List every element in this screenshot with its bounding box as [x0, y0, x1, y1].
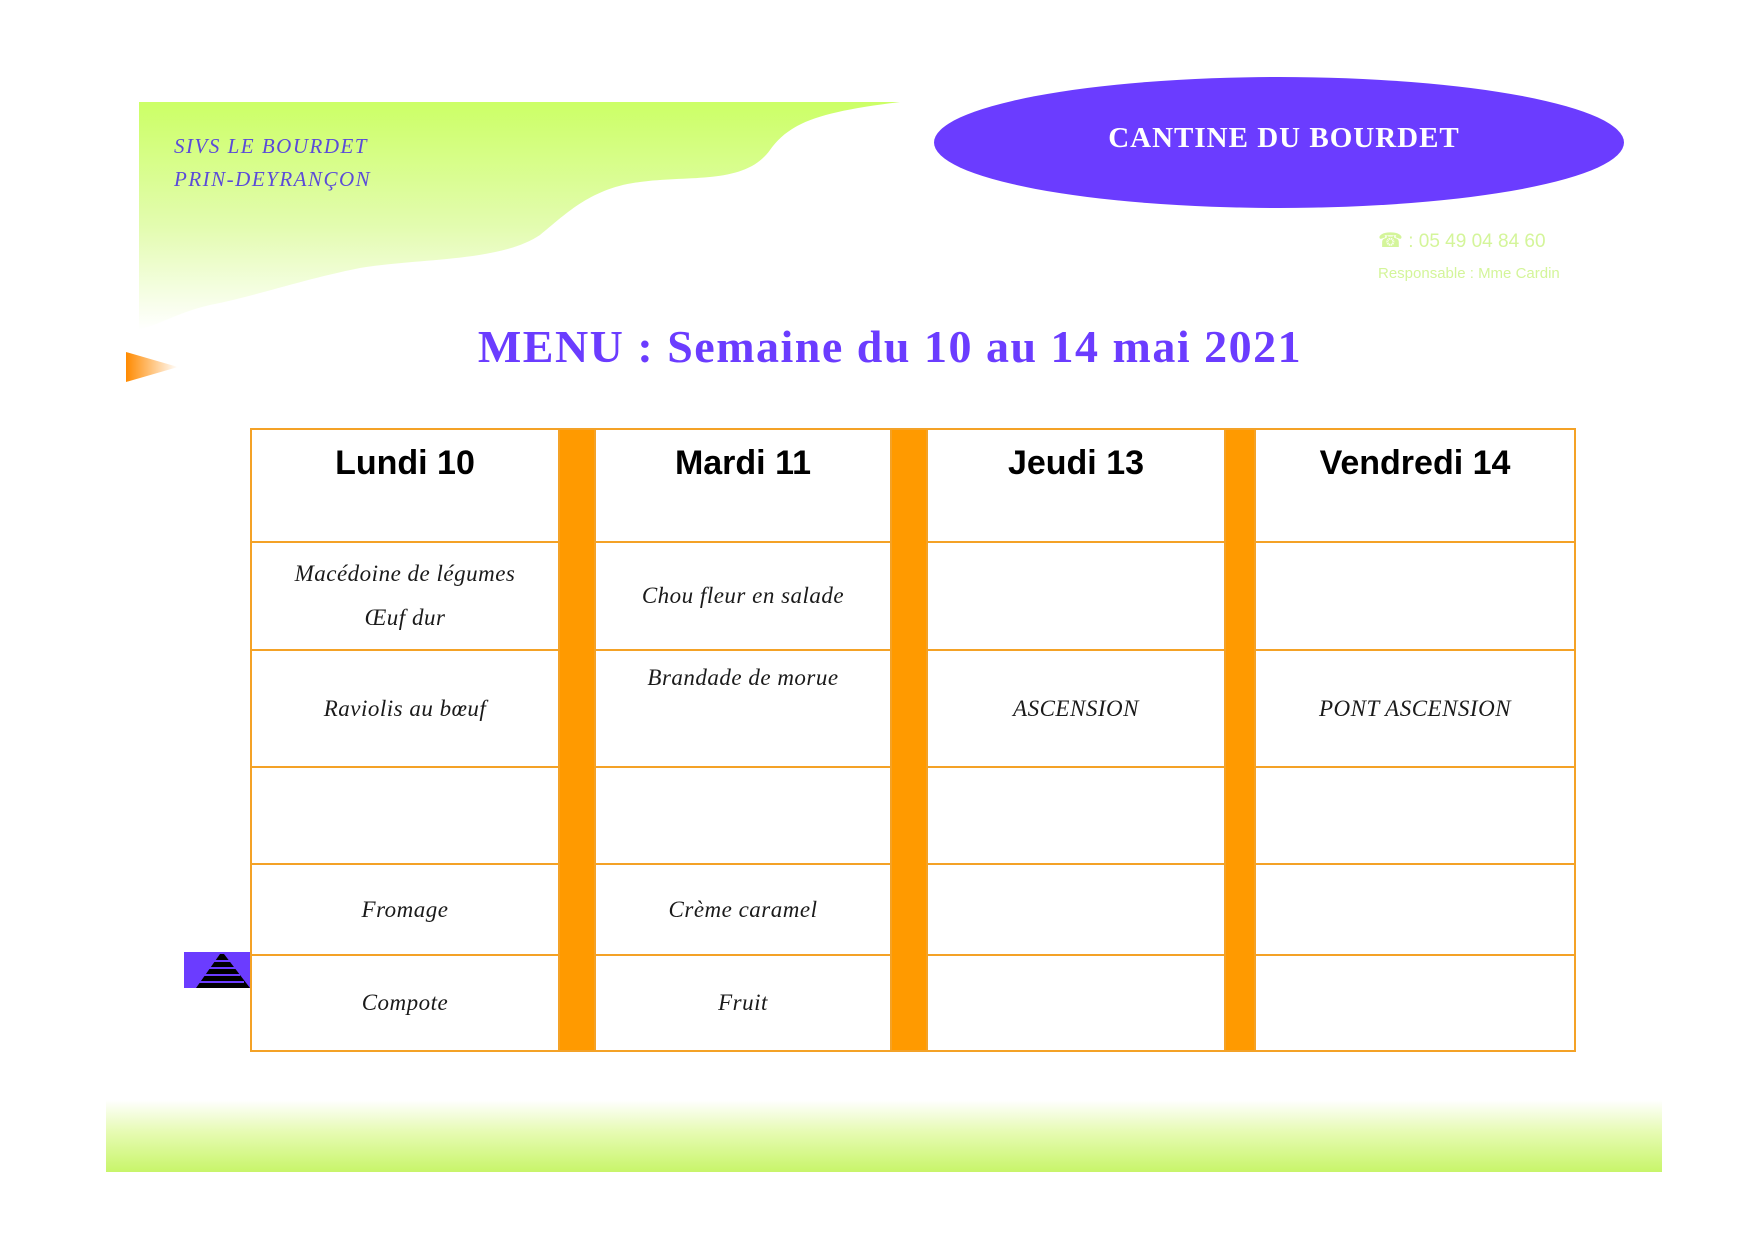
menu-cell: Crème caramel — [595, 864, 891, 955]
menu-cell: Brandade de morue — [595, 650, 891, 767]
menu-cell — [595, 767, 891, 864]
column-separator — [559, 429, 595, 1051]
org-line-1: SIVS LE BOURDET — [174, 134, 368, 158]
menu-table — [250, 428, 1576, 1052]
org-line-2: PRIN-DEYRANÇON — [174, 167, 372, 191]
canteen-banner — [934, 77, 1624, 208]
canteen-name: CANTINE DU BOURDET — [1108, 122, 1460, 154]
phone-contact — [1378, 228, 1546, 253]
menu-cell — [927, 864, 1225, 955]
organization-name — [174, 130, 371, 196]
menu-cell — [1255, 542, 1575, 650]
menu-cell — [1255, 955, 1575, 1051]
day-header-jeudi: Jeudi 13 — [927, 429, 1225, 542]
menu-cell — [251, 767, 559, 864]
menu-cell: Chou fleur en salade — [595, 542, 891, 650]
menu-cell: Fruit — [595, 955, 891, 1051]
menu-cell: PONT ASCENSION — [1255, 650, 1575, 767]
menu-cell — [927, 542, 1225, 650]
menu-cell: Raviolis au bœuf — [251, 650, 559, 767]
page-title: MENU : Semaine du 10 au 14 mai 2021 — [477, 321, 1303, 372]
responsible-person: Responsable : Mme Cardin — [1378, 265, 1560, 282]
menu-cell — [927, 767, 1225, 864]
green-wave-decoration — [0, 0, 920, 360]
dish-name: Macédoine de légumes — [294, 561, 516, 586]
header-row — [251, 429, 1575, 542]
menu-cell: Compote — [251, 955, 559, 1051]
menu-cell — [927, 955, 1225, 1051]
day-header-vendredi: Vendredi 14 — [1255, 429, 1575, 542]
phone-icon: ☎ — [1378, 230, 1403, 252]
bottom-green-band — [106, 1100, 1662, 1172]
menu-cell — [1255, 864, 1575, 955]
menu-cell: Fromage — [251, 864, 559, 955]
dish-name: Œuf dur — [364, 605, 446, 630]
stairs-logo-icon — [184, 952, 250, 988]
phone-number: : 05 49 04 84 60 — [1402, 231, 1546, 252]
day-header-mardi: Mardi 11 — [595, 429, 891, 542]
column-separator — [891, 429, 927, 1051]
day-header-lundi: Lundi 10 — [251, 429, 559, 542]
menu-cell — [251, 542, 559, 650]
menu-cell — [1255, 767, 1575, 864]
column-separator — [1225, 429, 1255, 1051]
menu-cell: ASCENSION — [927, 650, 1225, 767]
